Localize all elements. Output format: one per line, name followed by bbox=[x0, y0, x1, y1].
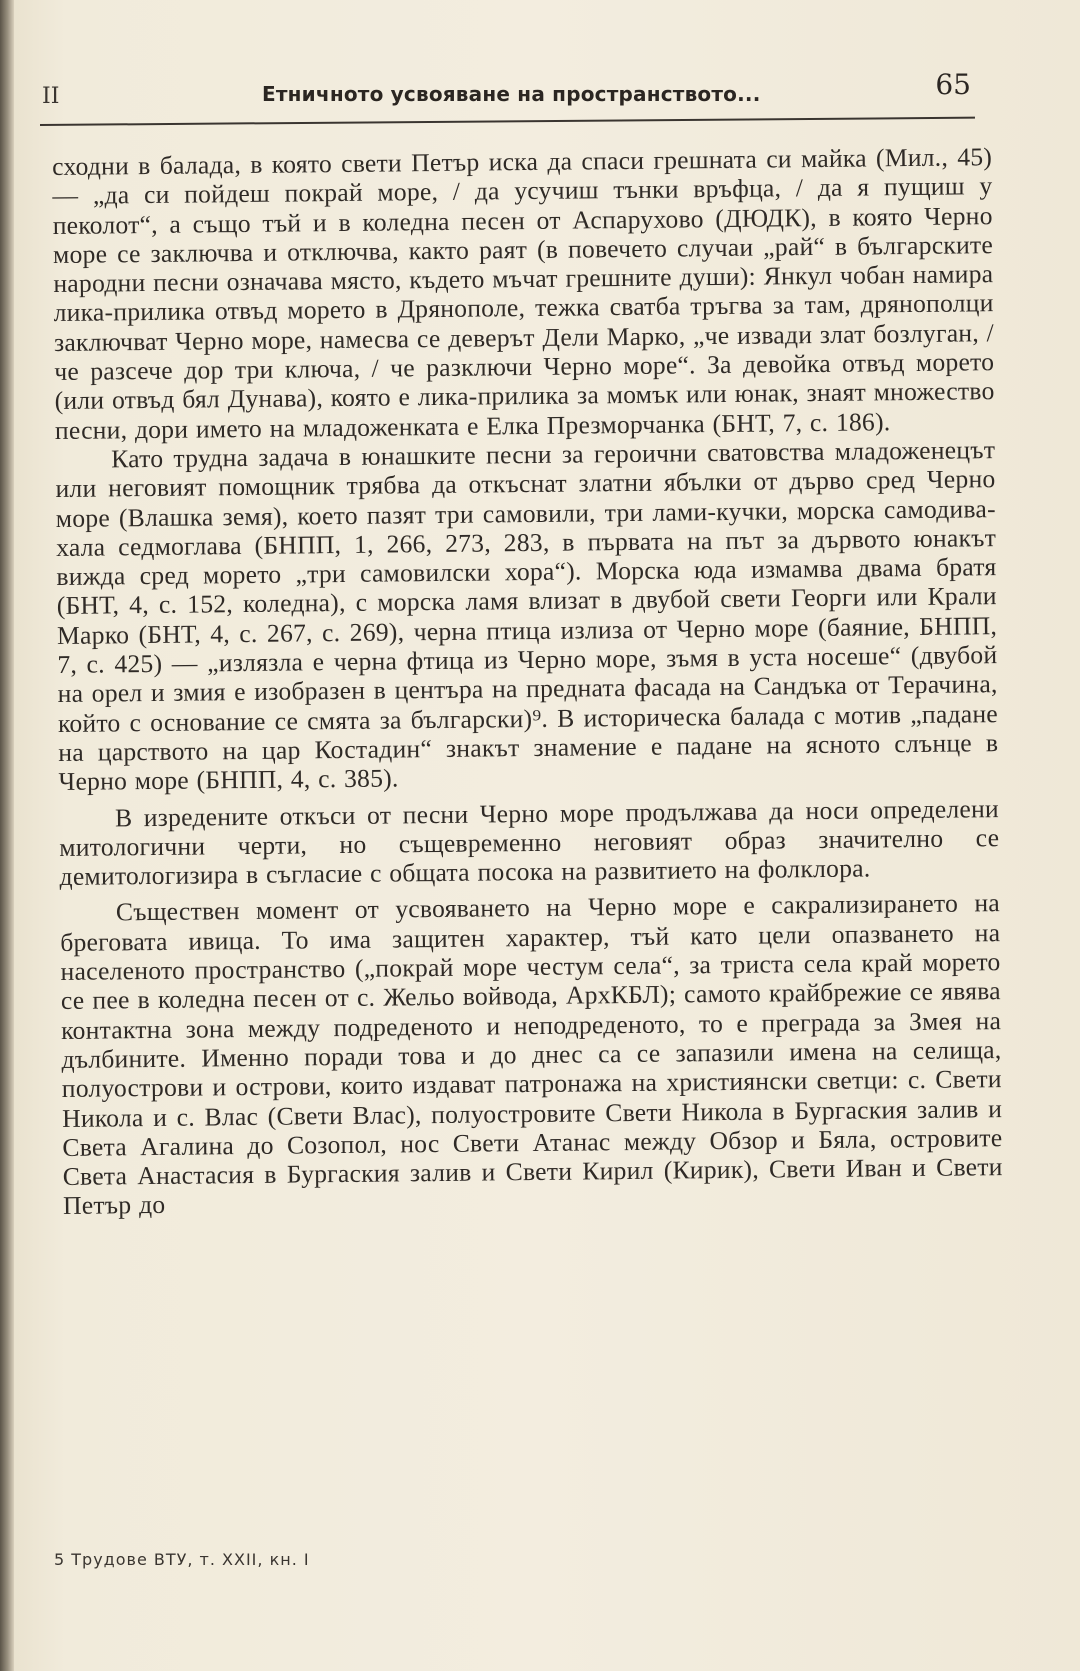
running-title: Етничното усвояване на пространството... bbox=[262, 82, 761, 106]
paragraph: Съществен момент от усвояването на Черно море е сакрализирането на бреговата ивица. То има защитен характер, тъй като цели опазването на населеното пространство („покрай море честум села“, за триста села край морето се пее в коледна песен от с. Жельо войвода, АрхКБЛ); самото крайбрежие се явява контактна зона между подреденото и неподреденото, то е преграда за Змея на дълбините. Именно поради това и до днес са се запазили имена на селища, полуострови и острови, които издават патронажа на християнски светци: с. Свети Никола и с. Влас (Свети Влас), полуостровите Свети Никола в Бургаския залив и Света Агалина до Созопол, нос Свети Атанас между Обзор и Бяла, островите Света Анастасия в Бургаския залив и Свети Кирил (Кирик), Свети Иван и Свети Петър до bbox=[60, 888, 1003, 1221]
page-number: 65 bbox=[935, 68, 971, 101]
header-rule bbox=[40, 117, 975, 126]
paragraph-continuation: сходни в балада, в която свети Петър иска да спаси грешната си майка (Мил., 45) — „да си пойдеш покрай море, / да усучиш тънки връфца, / да я пущиш у пеколот“, а също тъй и в коледна песен от Аспарухово (ДЮДК), в която Черно море се заключва и отключва, както раят (в повечето случаи „рай“ в българските народни песни означава място, където мъчат грешните души): Янкул чобан намира лика-прилика отвъд морето в Дрянополе, тежка сватба тръгва за там, дрянополци заключват Черно море, намесва се деверът Дели Марко, „че извади злат бозлуган, / че разсече дор три ключа, / че разключи Черно море“. За девойка отвъд морето (или отвъд бял Дунава), която е лика-прилика за момък или юнак, знаят множество песни, дори името на младоженката е Елка Презморчанка (БНТ, 7, с. 186). bbox=[52, 142, 995, 445]
signature-mark: 5 Трудове ВТУ, т. XXII, кн. I bbox=[54, 1550, 310, 1569]
section-number: II bbox=[42, 84, 60, 109]
body-text bbox=[52, 142, 1003, 1220]
paragraph: Като трудна задача в юнашките песни за героични сватовства младоженецът или неговият помощник трябва да откъснат златни ябълки от дърво сред Черно море (Влашка земя), което пазят три самовили, три лами-кучки, морска самодива-хала седмоглава (БНПП, 1, 266, 273, 283, в първата на път за дървото юнакът вижда сред морето „три самовилски хора“). Морска юда измамва двама братя (БНТ, 4, с. 152, коледна), с морска ламя влизат в двубой свети Георги или Крали Марко (БНТ, 4, с. 267, с. 269), черна птица излиза от Черно море (баяние, БНПП, 7, с. 425) — „излязла е черна фтица из Черно море, зъмя в уста носеше“ (двубой на орел и змия е изобразен в центъра на предната фасада на Сандъка от Терачина, който с основание се смята за български)⁹. В историческа балада с мотив „падане на царството на цар Костадин“ знакът знамение е падане на ясното слънце в Черно море (БНПП, 4, с. 385). bbox=[55, 435, 999, 797]
book-spine-edge bbox=[0, 0, 14, 1671]
paragraph: В изредените откъси от песни Черно море продължава да носи определени митологични черти, но същевременно неговият образ значително се демитологизира в съгласие с общата посока на развитието на фолклора. bbox=[59, 793, 1000, 892]
running-header bbox=[40, 64, 975, 124]
